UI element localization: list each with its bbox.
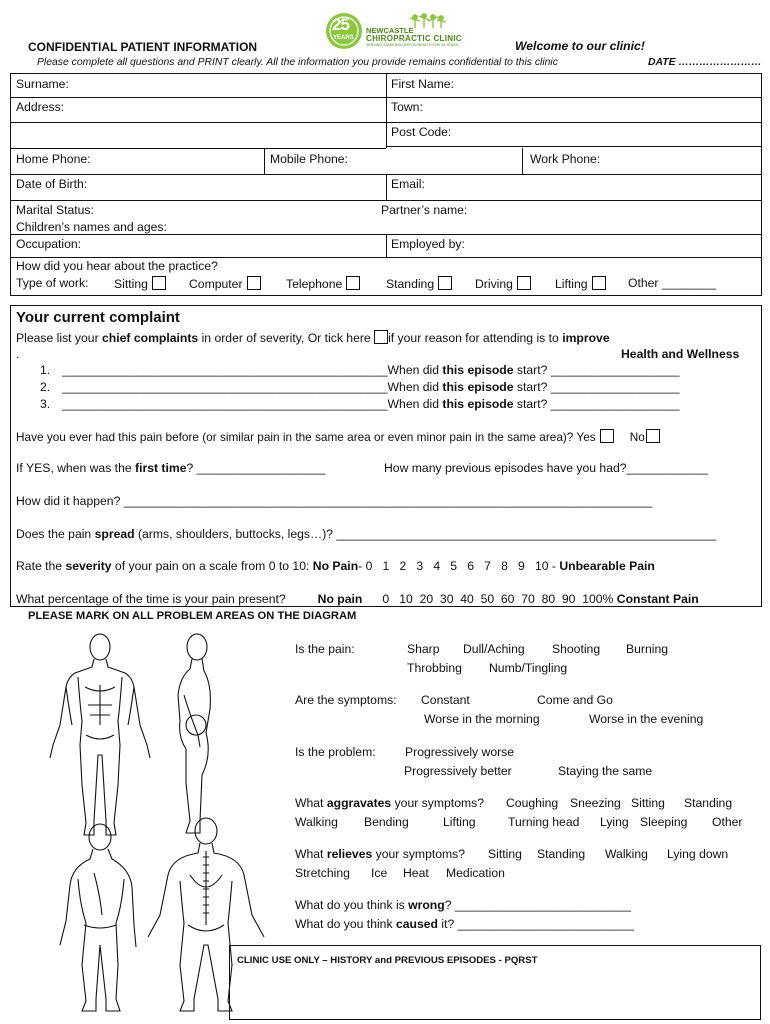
town-field[interactable]: Town: (391, 100, 423, 114)
intro-dot: . (16, 347, 20, 361)
option-heat[interactable]: Heat (403, 866, 429, 880)
option-lying[interactable]: Lying (600, 815, 629, 829)
how-heard-field[interactable]: How did you hear about the practice? (16, 259, 218, 273)
option-sharp[interactable]: Sharp (407, 642, 440, 656)
form-title: CONFIDENTIAL PATIENT INFORMATION (28, 40, 258, 54)
children-field[interactable]: Children’s names and ages: (16, 220, 167, 234)
checkbox[interactable] (517, 276, 531, 290)
checkbox[interactable] (438, 276, 452, 290)
checkbox[interactable] (592, 276, 606, 290)
checkbox[interactable] (247, 276, 261, 290)
pain-type-question: Is the pain: (295, 642, 355, 656)
how-happen-field[interactable]: How did it happen? ______________________________________________________________________________ (16, 494, 653, 508)
complaint-heading: Your current complaint (16, 309, 180, 326)
work-telephone-option[interactable]: Telephone (286, 276, 360, 291)
marital-status-field[interactable]: Marital Status: (16, 203, 94, 217)
work-other-field[interactable]: Other ________ (628, 276, 717, 290)
clinic-logo (325, 12, 460, 50)
option-shooting[interactable]: Shooting (552, 642, 601, 656)
surname-field[interactable]: Surname: (16, 77, 69, 91)
work-computer-option[interactable]: Computer (189, 276, 261, 291)
date-label: DATE …………………… (648, 57, 762, 68)
relieves-question: What relieves your symptoms? (295, 847, 466, 861)
occupation-field[interactable]: Occupation: (16, 237, 82, 251)
option-throbbing[interactable]: Throbbing (407, 661, 462, 675)
aggravates-question: What aggravates your symptoms? (295, 796, 484, 810)
severity-scale[interactable]: Rate the severity of your pain on a scale from 0 to 10: No Pain- 0 1 2 3 4 5 6 7 8 9 10 - Unbearable Pain (16, 559, 655, 573)
option-ice[interactable]: Ice (371, 866, 388, 880)
work-sitting-option[interactable]: Sitting (114, 276, 166, 291)
symptoms-question: Are the symptoms: (295, 693, 397, 707)
work-lifting-option[interactable]: Lifting (555, 276, 606, 291)
dob-field[interactable]: Date of Birth: (16, 177, 88, 191)
option-medication[interactable]: Medication (446, 866, 505, 880)
option-numb-tingling[interactable]: Numb/Tingling (489, 661, 568, 675)
logo-name-line2: CHIROPRACTIC CLINIC (366, 34, 462, 43)
option-sleeping[interactable]: Sleeping (640, 815, 688, 829)
option-burning[interactable]: Burning (626, 642, 669, 656)
complaint-row-2[interactable]: 2. ________________________________________________When did this episode start? ___________________ (40, 380, 680, 394)
wellness-checkbox[interactable] (374, 330, 388, 344)
complaint-row-1[interactable]: 1. ________________________________________________When did this episode start? ___________________ (40, 363, 680, 377)
option-relief-sitting[interactable]: Sitting (488, 847, 522, 861)
complaint-intro: Please list your chief complaints in order of severity, Or tick here if your reason for attending is to improve (16, 331, 610, 345)
option-worse-evening[interactable]: Worse in the evening (589, 712, 704, 726)
first-name-field[interactable]: First Name: (391, 77, 454, 91)
complaint-row-3[interactable]: 3. ________________________________________________When did this episode start? ___________________ (40, 397, 680, 411)
clinic-use-label: CLINIC USE ONLY – HISTORY and PREVIOUS EPISODES - PQRST (237, 955, 538, 966)
diagram-heading: PLEASE MARK ON ALL PROBLEM AREAS ON THE DIAGRAM (28, 610, 357, 622)
option-staying-same[interactable]: Staying the same (558, 764, 653, 778)
option-sitting[interactable]: Sitting (631, 796, 665, 810)
option-turning-head[interactable]: Turning head (508, 815, 580, 829)
home-phone-field[interactable]: Home Phone: (16, 152, 91, 166)
option-stretching[interactable]: Stretching (295, 866, 350, 880)
mobile-phone-field[interactable]: Mobile Phone: (270, 152, 348, 166)
health-wellness-text: Health and Wellness (621, 347, 740, 361)
ever-had-question: Have you ever had this pain before (or similar pain in the same area or even minor pain in the same area)? Yes No (16, 429, 660, 444)
type-of-work-label: Type of work: (16, 276, 89, 290)
logo-badge-number: 25 (332, 15, 349, 34)
option-come-and-go[interactable]: Come and Go (537, 693, 613, 707)
option-constant[interactable]: Constant (421, 693, 470, 707)
checkbox[interactable] (152, 276, 166, 290)
option-progressively-worse[interactable]: Progressively worse (405, 745, 515, 759)
checkbox[interactable] (346, 276, 360, 290)
pain-percentage-scale[interactable]: What percentage of the time is your pain present? No pain 0 10 20 30 40 50 60 70 80 90 100% Constant Pain (16, 592, 699, 606)
welcome-text: Welcome to our clinic! (515, 39, 645, 53)
option-lifting[interactable]: Lifting (443, 815, 476, 829)
option-walking[interactable]: Walking (295, 815, 338, 829)
option-relief-lying-down[interactable]: Lying down (667, 847, 729, 861)
work-driving-option[interactable]: Driving (475, 276, 531, 291)
option-coughing[interactable]: Coughing (506, 796, 559, 810)
caused-field[interactable]: What do you think caused it? __________________________ (295, 917, 634, 931)
problem-question: Is the problem: (295, 745, 376, 759)
option-other[interactable]: Other (712, 815, 743, 829)
yes-checkbox[interactable] (600, 429, 614, 443)
option-relief-walking[interactable]: Walking (605, 847, 648, 861)
option-dull-aching[interactable]: Dull/Aching (463, 642, 525, 656)
no-checkbox[interactable] (646, 429, 660, 443)
previous-episodes-field[interactable]: How many previous episodes have you had?____________ (384, 461, 708, 475)
instructions: Please complete all questions and PRINT clearly. All the information you provide remains confidential to this clinic (37, 57, 558, 68)
work-standing-option[interactable]: Standing (386, 276, 452, 291)
employed-by-field[interactable]: Employed by: (391, 237, 465, 251)
wrong-field[interactable]: What do you think is wrong? __________________________ (295, 898, 632, 912)
pain-spread-field[interactable]: Does the pain spread (arms, shoulders, buttocks, legs…)? ________________________________________________________ (16, 527, 716, 541)
option-standing[interactable]: Standing (684, 796, 733, 810)
option-relief-standing[interactable]: Standing (537, 847, 586, 861)
option-sneezing[interactable]: Sneezing (570, 796, 621, 810)
first-time-field[interactable]: If YES, when was the first time? ___________________ (16, 461, 326, 475)
work-phone-field[interactable]: Work Phone: (530, 152, 601, 166)
option-progressively-better[interactable]: Progressively better (404, 764, 512, 778)
post-code-field[interactable]: Post Code: (391, 125, 452, 139)
logo-badge-word: YEARS (333, 35, 354, 41)
option-bending[interactable]: Bending (364, 815, 409, 829)
address-field[interactable]: Address: (16, 100, 65, 114)
option-worse-morning[interactable]: Worse in the morning (424, 712, 540, 726)
logo-tagline: SERVING STAKEHOLDERS IN HEALTH FOR 25 YEARS (366, 43, 459, 47)
partner-name-field[interactable]: Partner’s name: (381, 203, 468, 217)
email-field[interactable]: Email: (391, 177, 425, 191)
logo-name-line1: NEWCASTLE (366, 26, 414, 35)
